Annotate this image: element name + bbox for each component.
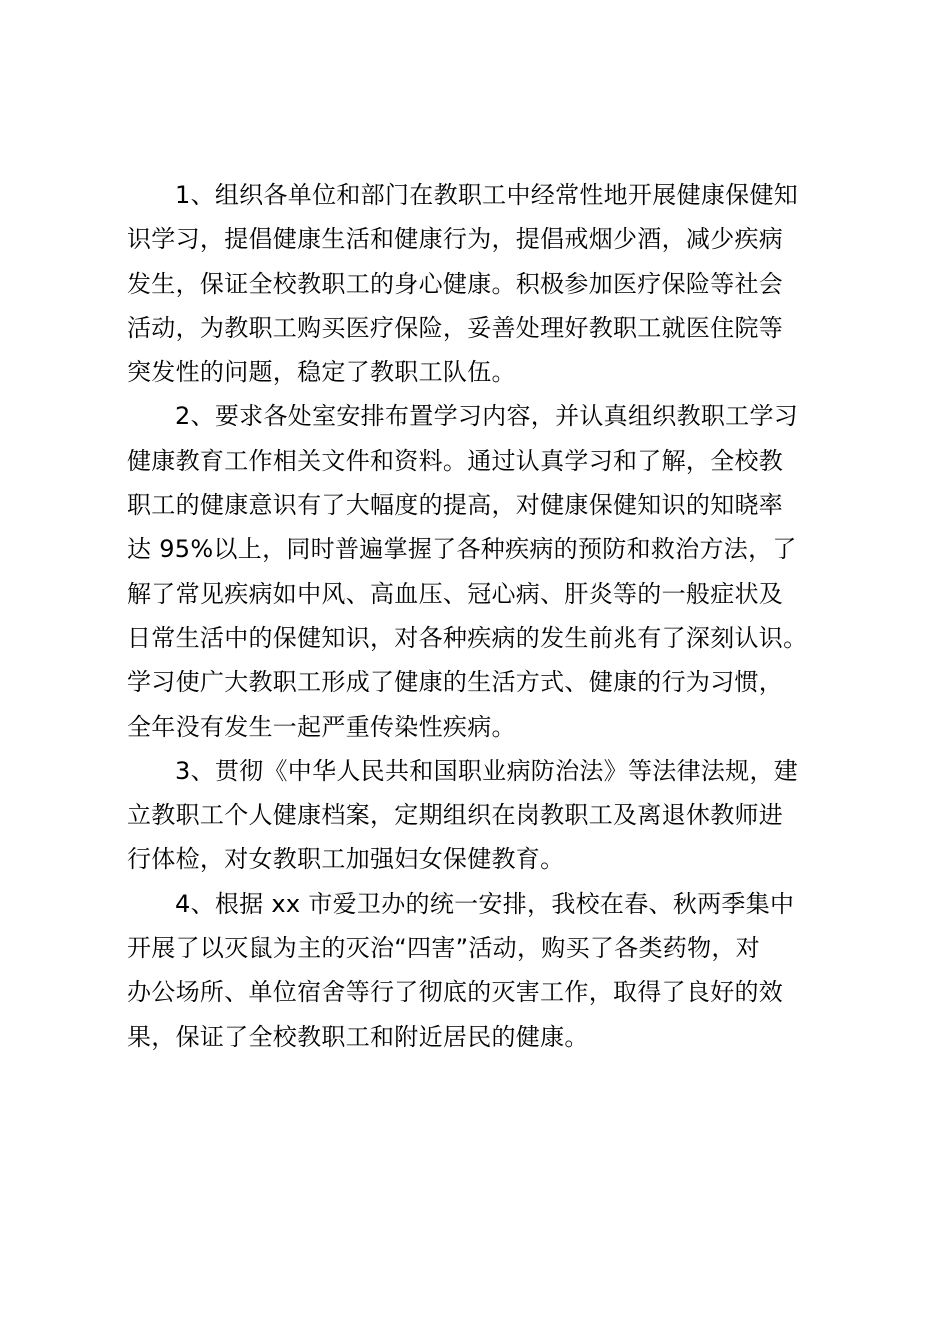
paragraph-line: 2、要求各处室安排布置学习内容，并认真组织教职工学习 [175,402,799,431]
paragraph-2 [127,394,839,748]
paragraph-line: 立教职工个人健康档案，定期组织在岗教职工及离退休教师进 [127,801,784,830]
paragraph-line: 果，保证了全校教职工和附近居民的健康。 [127,1022,589,1051]
paragraph-line: 3、贯彻《中华人民共和国职业病防治法》等法律法规，建 [175,756,799,785]
document-body [127,173,839,1059]
paragraph-line: 学习使广大教职工形成了健康的生活方式、健康的行为习惯， [127,668,784,697]
paragraph-line: 解了常见疾病如中风、高血压、冠心病、肝炎等的一般症状及 [127,579,784,608]
paragraph-line: 1、组织各单位和部门在教职工中经常性地开展健康保健知 [175,181,799,209]
paragraph-4 [127,882,839,1059]
paragraph-line: 日常生活中的保健知识，对各种疾病的发生前兆有了深刻认识。 [127,623,808,652]
paragraph-line: 职工的健康意识有了大幅度的提高，对健康保健知识的知晓率 [127,491,784,520]
paragraph-line: 识学习，提倡健康生活和健康行为，提倡戒烟少酒，减少疾病 [127,225,784,254]
paragraph-line: 办公场所、单位宿舍等行了彻底的灭害工作，取得了良好的效 [127,978,784,1007]
paragraph-line: 突发性的问题，稳定了教职工队伍。 [127,358,516,387]
paragraph-line: 4、根据 xx 市爱卫办的统一安排，我校在春、秋两季集中 [175,889,795,918]
paragraph-3 [127,749,839,882]
paragraph-1 [127,173,839,394]
paragraph-line: 行体检，对女教职工加强妇女保健教育。 [127,845,565,874]
paragraph-line: 健康教育工作相关文件和资料。通过认真学习和了解，全校教 [127,446,784,475]
paragraph-line: 发生，保证全校教职工的身心健康。积极参加医疗保险等社会 [127,269,784,298]
paragraph-line: 全年没有发生一起严重传染性疾病。 [127,712,516,741]
paragraph-line: 活动，为教职工购买医疗保险，妥善处理好教职工就医住院等 [127,313,784,342]
paragraph-line: 达 95%以上，同时普遍掌握了各种疾病的预防和救治方法，了 [127,535,797,564]
paragraph-line: 开展了以灭鼠为主的灭治“四害”活动，购买了各类药物，对 [127,934,760,963]
